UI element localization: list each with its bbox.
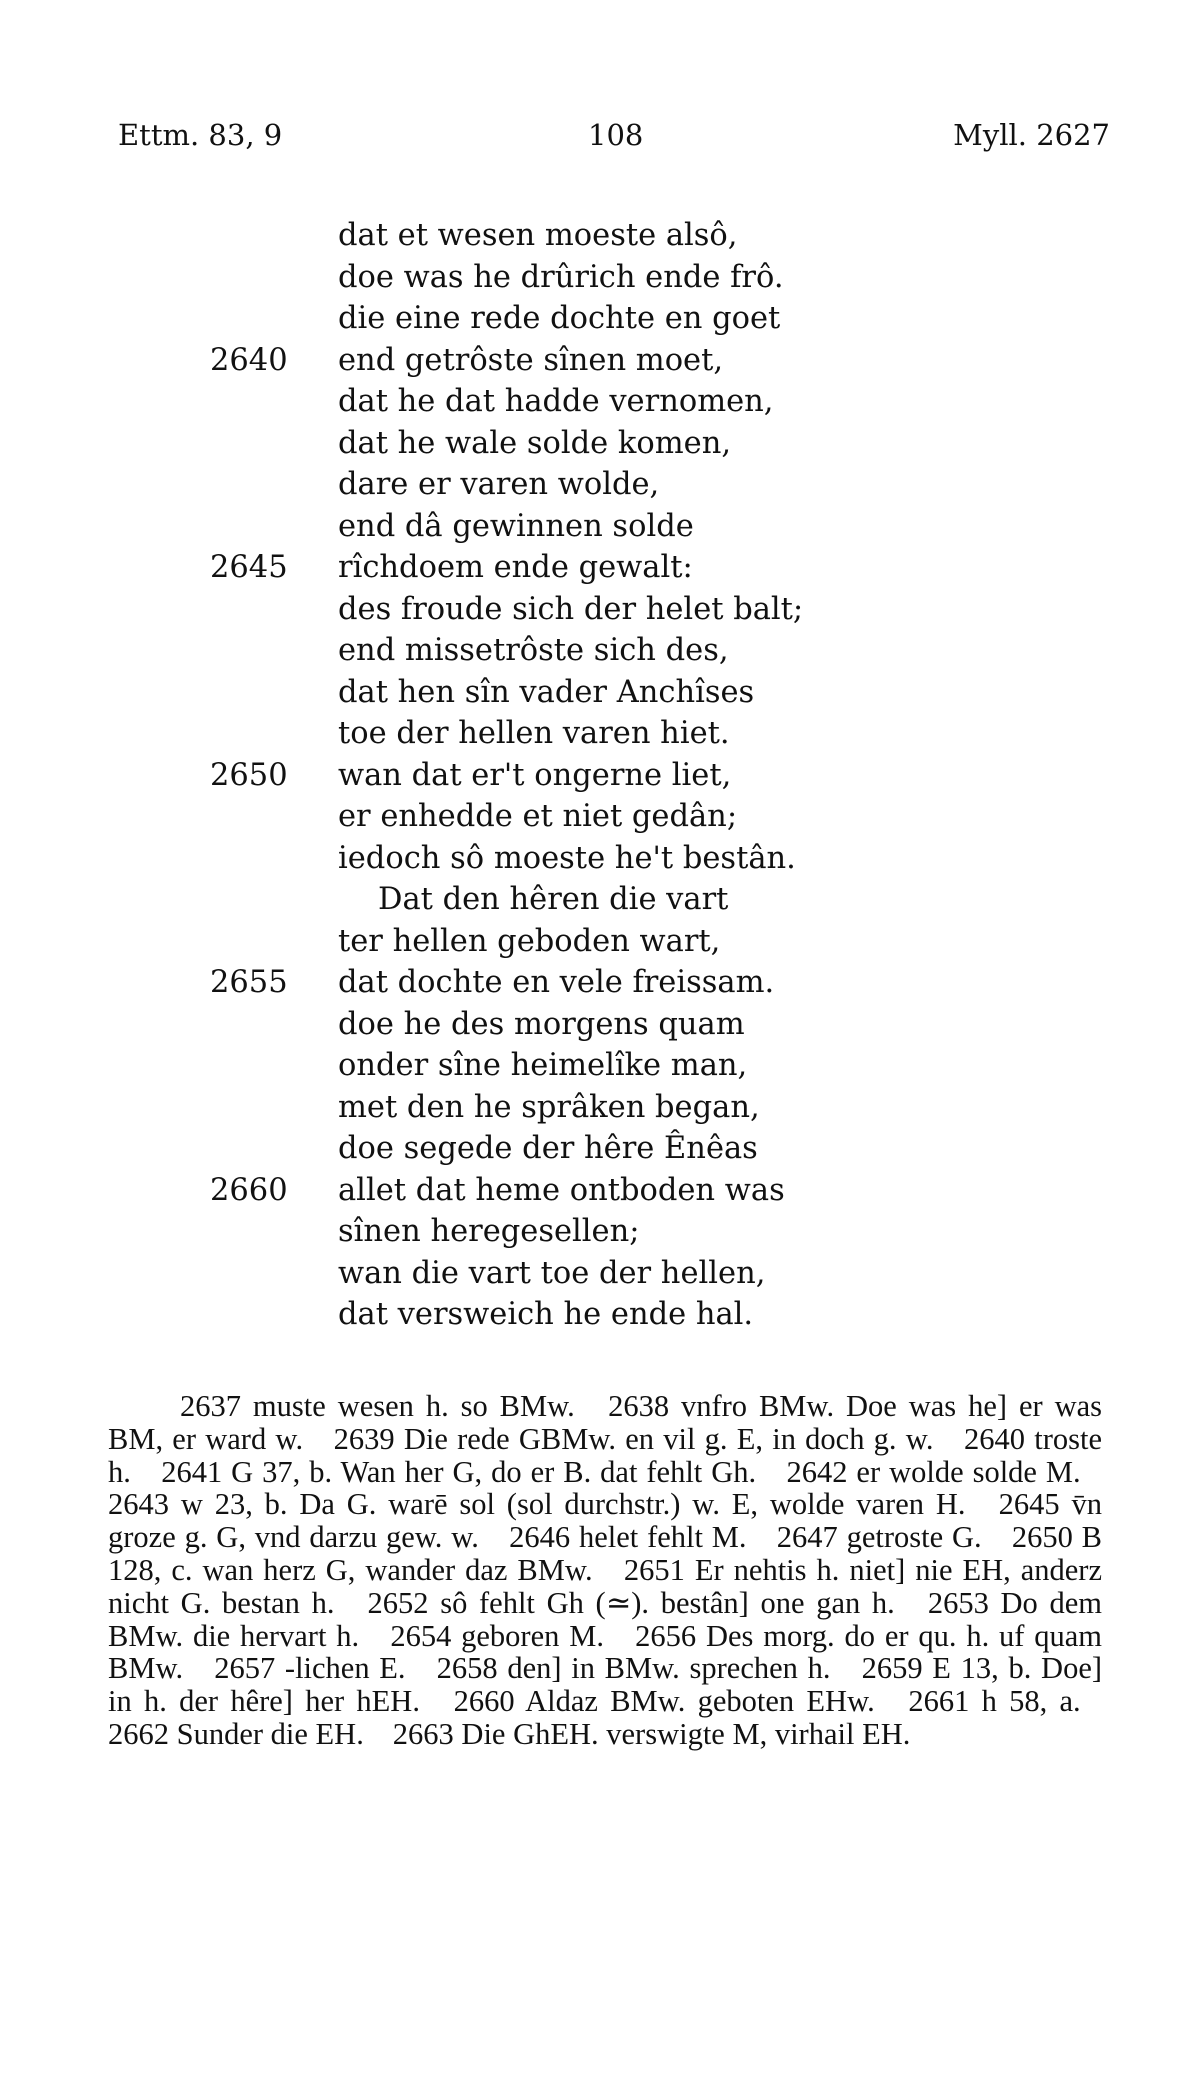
apparatus-entry: 2642 er wolde solde M. — [786, 1454, 1081, 1489]
verse-line — [0, 1004, 1200, 1046]
verse-text: allet dat heme ontboden was — [338, 1172, 785, 1208]
verse-line — [0, 547, 1200, 589]
apparatus-entry: 2659 E 13, b. Doe] in h. der hêre] her hEH. — [108, 1651, 1103, 1719]
apparatus-entry: 2662 Sunder die EH. — [108, 1716, 364, 1751]
verse-line — [0, 921, 1200, 963]
verse-line — [0, 879, 1200, 921]
verse-line — [0, 423, 1200, 465]
apparatus-entry: 2654 geboren M. — [390, 1618, 604, 1653]
verse-text: die eine rede dochte en goet — [338, 301, 781, 336]
verse-line — [0, 340, 1200, 382]
verse-text: wan die vart toe der hellen, — [338, 1255, 766, 1291]
verse-text: des froude sich der helet balt; — [338, 591, 804, 627]
verse-text: dat he wale solde komen, — [338, 425, 732, 461]
verse-line — [0, 713, 1200, 755]
verse-line — [0, 672, 1200, 714]
verse-text: met den he sprâken began, — [338, 1089, 760, 1125]
verse-text: dat hen sîn vader Anchîses — [338, 674, 755, 710]
verse-text: end missetrôste sich des, — [338, 633, 729, 668]
apparatus-entry: 2657 -lichen E. — [214, 1651, 406, 1686]
verse-text: toe der hellen varen hiet. — [338, 716, 730, 751]
apparatus-entry: 2660 Aldaz BMw. geboten EHw. — [453, 1684, 875, 1719]
verse-text: onder sîne heimelîke man, — [338, 1048, 748, 1083]
apparatus-entry: 2663 Die GhEH. verswigte M, virhail EH. — [392, 1716, 911, 1751]
critical-apparatus — [108, 1390, 1102, 1751]
verse-line — [0, 1253, 1200, 1295]
apparatus-entry: 2653 Do dem BMw. die hervart h. — [108, 1585, 1102, 1653]
apparatus-entry: 2647 getroste G. — [776, 1520, 982, 1555]
verse-line — [0, 298, 1200, 340]
verse-text: dare er varen wolde, — [338, 467, 660, 502]
verse-number: 2655 — [210, 965, 288, 1000]
verse-line — [0, 1211, 1200, 1253]
apparatus-entry: 2651 Er nehtis h. niet] nie EH, anderz nicht G. bestan h. — [108, 1552, 1102, 1620]
verse-text: iedoch sô moeste he't bestân. — [338, 840, 796, 876]
verse-line — [0, 215, 1200, 257]
verse-line — [0, 506, 1200, 548]
header-right-reference: Myll. 2627 — [953, 118, 1110, 152]
verse-line — [0, 962, 1200, 1004]
page-number: 108 — [588, 118, 644, 152]
verse-text: doe was he drûrich ende frô. — [338, 259, 784, 295]
apparatus-entry: 2646 helet fehlt M. — [509, 1520, 747, 1555]
verse-line — [0, 838, 1200, 880]
verse-line — [0, 257, 1200, 299]
verse-text: sînen heregesellen; — [338, 1214, 640, 1249]
verse-line — [0, 1087, 1200, 1129]
verse-line — [0, 796, 1200, 838]
verse-number: 2660 — [210, 1172, 288, 1208]
verse-text: dat dochte en vele freissam. — [338, 965, 775, 1000]
verse-text: dat et wesen moeste alsô, — [338, 218, 738, 253]
verse-text: doe he des morgens quam — [338, 1006, 745, 1042]
verse-text: ter hellen geboden wart, — [338, 923, 721, 959]
verse-line — [0, 755, 1200, 797]
verse-line — [0, 1294, 1200, 1336]
apparatus-entry: 2661 h 58, a. — [908, 1684, 1081, 1719]
apparatus-entry: 2652 sô fehlt Gh (≃). bestân] one gan h. — [367, 1585, 895, 1620]
verse-text: dat versweich he ende hal. — [338, 1297, 754, 1332]
apparatus-entry: 2641 G 37, b. Wan her G, do er B. dat fehlt Gh. — [161, 1454, 757, 1489]
verse-block — [0, 215, 1200, 1336]
header-left-reference: Ettm. 83, 9 — [118, 118, 283, 152]
verse-text: wan dat er't ongerne liet, — [338, 757, 732, 793]
apparatus-entry: 2656 Des morg. do er qu. h. uf quam BMw. — [108, 1618, 1103, 1686]
apparatus-entry: 2645 v̄n groze g. G, vnd darzu gew. w. — [108, 1487, 1103, 1555]
verse-number: 2645 — [210, 550, 288, 585]
verse-number: 2640 — [210, 342, 288, 378]
apparatus-entry: 2640 troste h. — [108, 1421, 1103, 1489]
verse-text: end dâ gewinnen solde — [338, 508, 694, 544]
verse-line — [0, 1045, 1200, 1087]
verse-line — [0, 1170, 1200, 1212]
verse-text: doe segede der hêre Ênêas — [338, 1131, 758, 1166]
verse-text: Dat den hêren die vart — [378, 882, 729, 917]
verse-text: rîchdoem ende gewalt: — [338, 550, 693, 585]
running-head — [118, 118, 1108, 158]
verse-line — [0, 589, 1200, 631]
verse-line — [0, 464, 1200, 506]
apparatus-entry: 2650 B 128, c. wan herz G, wander daz BMw. — [108, 1520, 1102, 1587]
verse-number: 2650 — [210, 757, 288, 793]
verse-line — [0, 381, 1200, 423]
verse-line — [0, 630, 1200, 672]
apparatus-entry: 2643 w 23, b. Da G. warē sol (sol durchstr.) w. E, wolde varen H. — [108, 1487, 966, 1522]
verse-text: dat he dat hadde vernomen, — [338, 384, 774, 419]
verse-text: er enhedde et niet gedân; — [338, 799, 738, 834]
apparatus-entry: 2639 Die rede GBMw. en vil g. E, in doch g. w. — [333, 1421, 934, 1456]
apparatus-entry: 2658 den] in BMw. sprechen h. — [436, 1651, 831, 1686]
apparatus-entry: 2638 vnfro BMw. Doe was he] er was BM, er ward w. — [108, 1389, 1103, 1456]
apparatus-entry: 2637 muste wesen h. so BMw. — [180, 1389, 575, 1423]
verse-text: end getrôste sînen moet, — [338, 342, 724, 378]
verse-line — [0, 1128, 1200, 1170]
